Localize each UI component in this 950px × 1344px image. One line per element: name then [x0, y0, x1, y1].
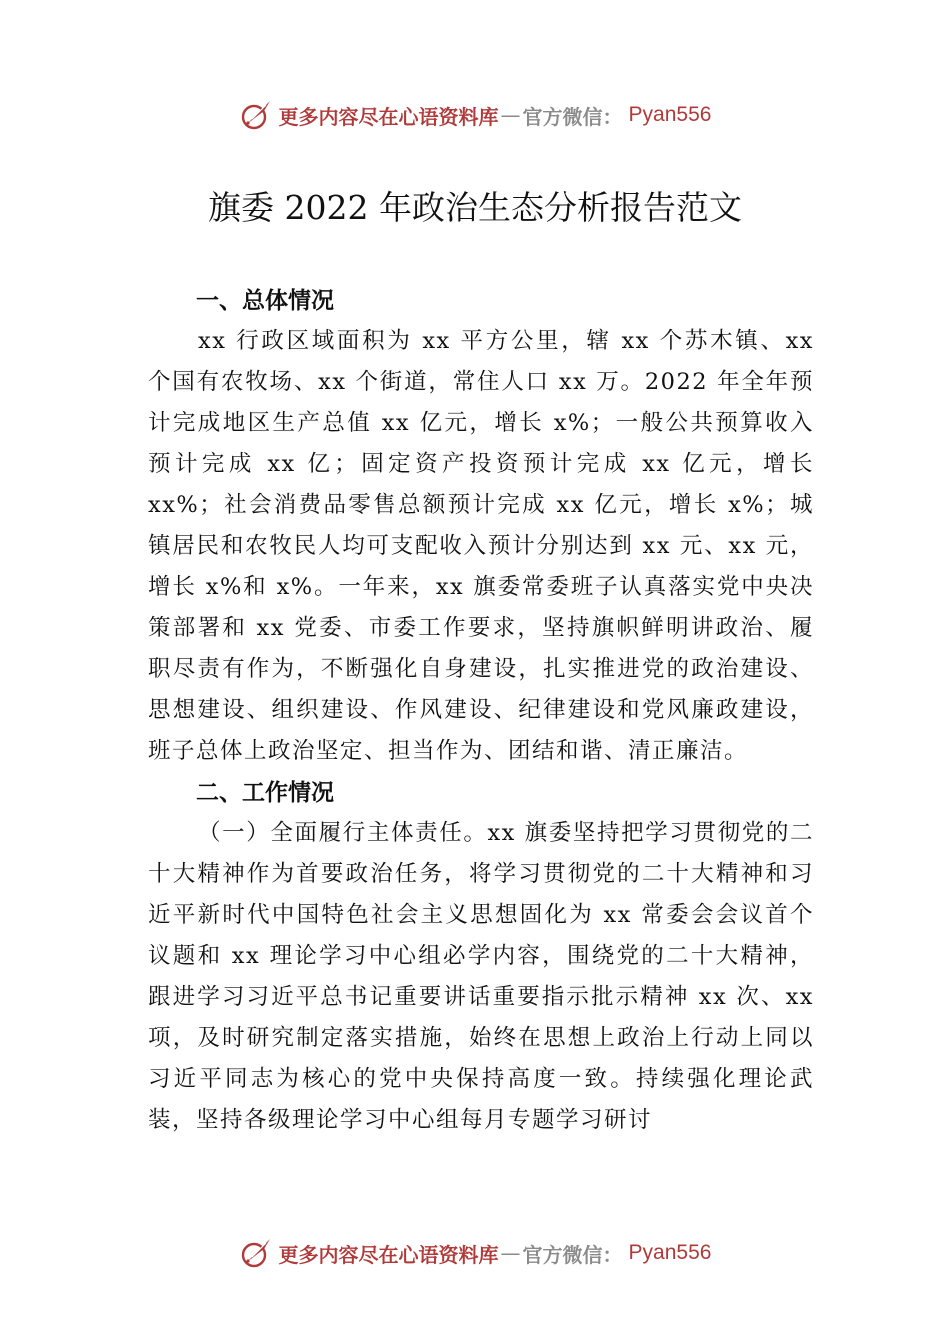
banner-site-name: 更多内容尽在心语资料库: [278, 104, 499, 129]
header-banner: [0, 96, 950, 134]
banner-separator: —: [500, 1241, 521, 1265]
section-heading-overview: 一、总体情况: [196, 288, 334, 314]
banner-wechat-label: 官方微信：: [522, 104, 623, 129]
quill-pen-logo-icon: [239, 98, 273, 132]
footer-banner: [0, 1234, 950, 1272]
banner-site-name: 更多内容尽在心语资料库: [278, 1242, 499, 1267]
section-paragraph-work: （一）全面履行主体责任。xx 旗委坚持把学习贯彻党的二十大精神作为首要政治任务，将学习贯彻党的二十大精神和习近平新时代中国特色社会主义思想固化为 xx 常委会会议首个议题和 xx 理论学习中心组必学内容，围绕党的二十大精神，跟进学习习近平总书记重要讲话重要指示批示精神 xx 次、xx 项，及时研究制定落实措施，始终在思想上政治上行动上同以习近平同志为核心的党中央保持高度一致。持续强化理论武装，坚持各级理论学习中心组每月专题学习研讨: [148, 820, 814, 1133]
banner-wechat-id: Pyan556: [628, 103, 712, 126]
section-paragraph-overview: xx 行政区域面积为 xx 平方公里，辖 xx 个苏木镇、xx 个国有农牧场、xx 个街道，常住人口 xx 万。2022 年全年预计完成地区生产总值 xx 亿元，增长 x%；一般公共预算收入预计完成 xx 亿；固定资产投资预计完成 xx 亿元，增长 xx%；社会消费品零售总额预计完成 xx 亿元，增长 x%；城镇居民和农牧民人均可支配收入预计分别达到 xx 元、xx 元，增长 x%和 x%。一年来，xx 旗委常委班子认真落实党中央决策部署和 xx 党委、市委工作要求，坚持旗帜鲜明讲政治、履职尽责有作为，不断强化自身建设，扎实推进党的政治建设、思想建设、组织建设、作风建设、纪律建设和党风廉政建设， 班子总体上政治坚定、担当作为、团结和谐、清正廉洁。: [148, 328, 814, 764]
document-title: 旗委 2022 年政治生态分析报告范文: [208, 188, 742, 227]
banner-wechat-id: Pyan556: [628, 1241, 712, 1264]
quill-pen-logo-icon: [239, 1236, 273, 1270]
banner-separator: —: [500, 103, 521, 127]
banner-wechat-label: 官方微信：: [522, 1242, 623, 1267]
section-heading-work: 二、工作情况: [196, 780, 334, 806]
